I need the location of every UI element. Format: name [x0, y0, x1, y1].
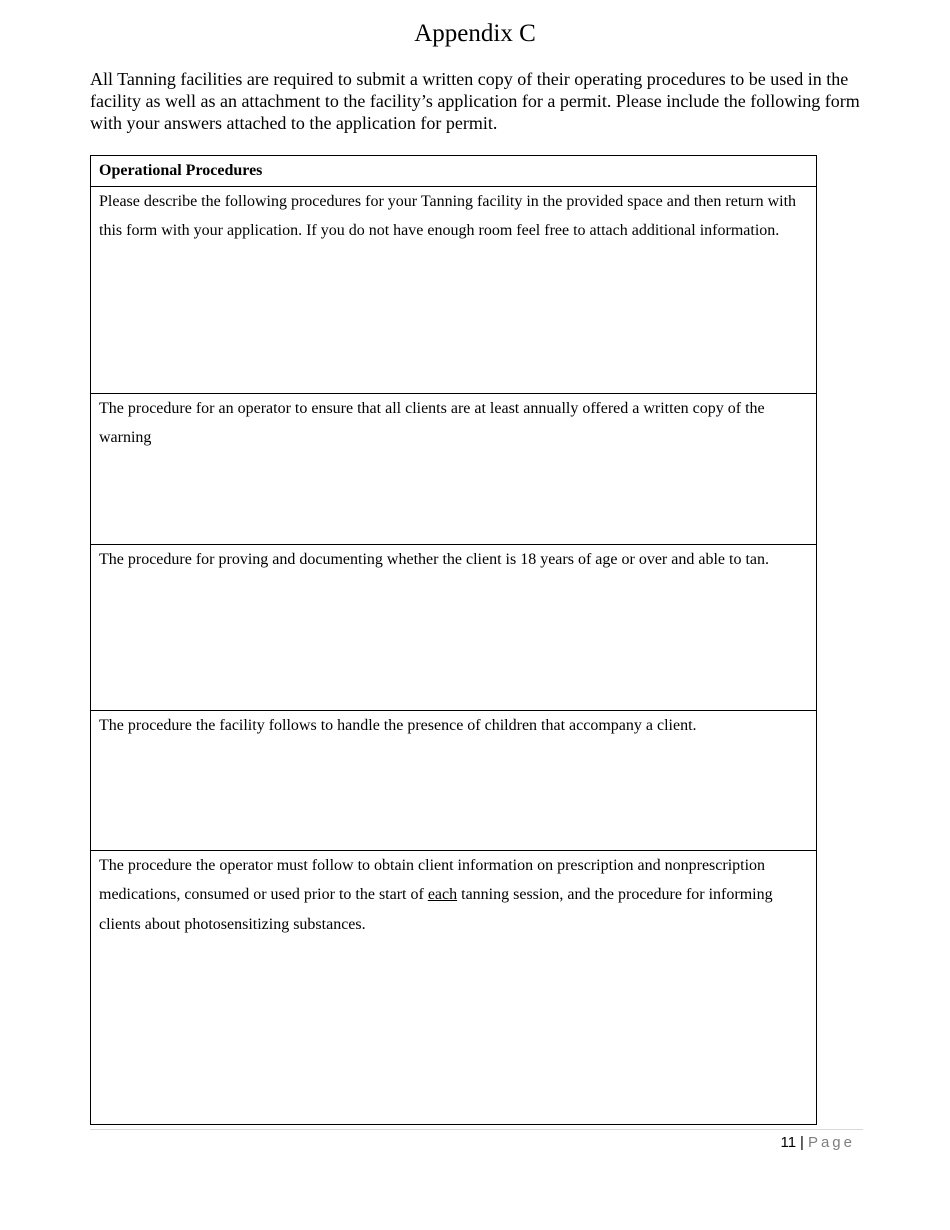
children-procedure-row	[91, 710, 817, 850]
age-procedure-cell[interactable]	[91, 544, 817, 710]
medication-procedure-emphasis: each	[427, 886, 458, 903]
page-separator: |	[800, 1134, 804, 1151]
instructions-cell[interactable]	[91, 186, 817, 393]
table-header	[91, 156, 817, 187]
instructions-text: Please describe the following procedures for your Tanning facility in the provided space and then return with this form with your application. If you do not have enough room feel free to attach additional information.	[99, 192, 797, 239]
medication-procedure-text-part2: tanning session, and the procedure for informing clients about photosensitizing substances.	[99, 886, 773, 933]
medication-procedure-row	[91, 850, 817, 1124]
warning-procedure-cell[interactable]	[91, 393, 817, 544]
table-header-row	[91, 156, 817, 187]
page-title: Appendix C	[414, 20, 536, 47]
operational-procedures-table	[90, 155, 817, 1125]
intro-paragraph: All Tanning facilities are required to submit a written copy of their operating procedures to be used in the facility as well as an attachment to the facility’s application for a permit. Please include the following form with your answers attached to the application for permit.	[90, 69, 860, 133]
warning-procedure-row	[91, 393, 817, 544]
medication-procedure-cell[interactable]	[91, 850, 817, 1124]
table-header-label: Operational Procedures	[99, 162, 263, 179]
warning-procedure-text: The procedure for an operator to ensure that all clients are at least annually offered a written copy of the warning	[99, 399, 765, 446]
medication-procedure-text-part1: The procedure the operator must follow to obtain client information on prescription and nonprescription medications, consumed or used prior to the start of	[99, 856, 766, 903]
age-procedure-text: The procedure for proving and documenting whether the client is 18 years of age or over and able to tan.	[99, 550, 769, 568]
medication-procedure-text	[99, 851, 808, 940]
footer-divider	[90, 1129, 863, 1130]
instructions-row	[91, 186, 817, 393]
children-procedure-text: The procedure the facility follows to handle the presence of children that accompany a client.	[99, 716, 697, 734]
page-footer	[780, 1133, 855, 1153]
age-procedure-row	[91, 544, 817, 710]
children-procedure-cell[interactable]	[91, 710, 817, 850]
page-label: Page	[807, 1134, 855, 1151]
page-number: 11	[780, 1134, 797, 1151]
